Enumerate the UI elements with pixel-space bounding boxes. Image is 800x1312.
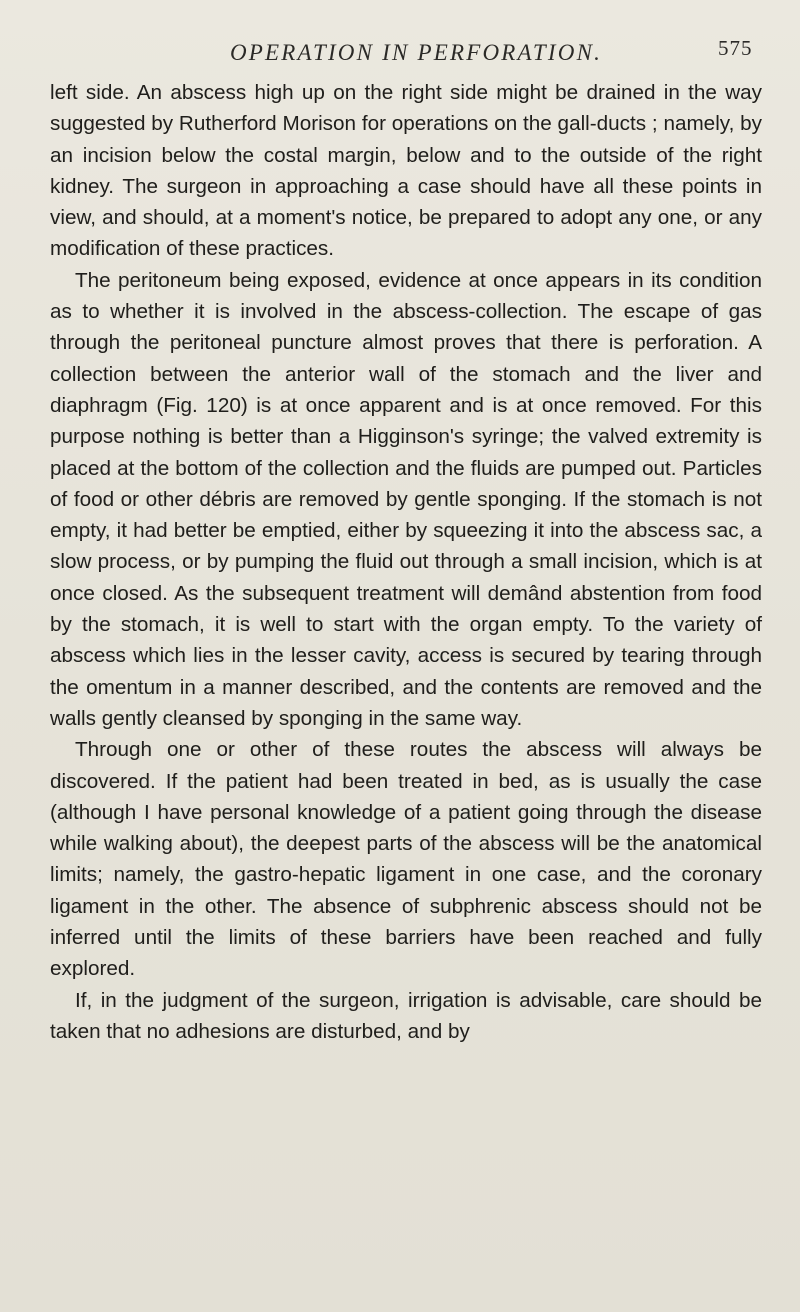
running-title: OPERATION IN PERFORATION. <box>230 40 603 65</box>
body-text <box>50 77 762 1047</box>
page-number: 575 <box>718 36 753 60</box>
paragraph-irrigation: If, in the judgment of the surgeon, irrigation is advisable, care should be taken that no adhesions are disturbed, and by <box>50 988 762 1043</box>
running-head <box>0 36 800 76</box>
paragraph-continuation: left side. An abscess high up on the right side might be drained in the way suggested by Rutherford Morison for operations on the gall-ducts ; namely, by an incision below the costal margin, below and to the outside of the right kidney. The surgeon in approaching a case should have all these points in view, and should, at a moment's notice, be prepared to adopt any one, or any modification of these practices. <box>50 81 762 261</box>
paragraph-peritoneum: The peritoneum being exposed, evidence at once appears in its condition as to whether it is involved in the abscess-collection. The escape of gas through the peritoneal puncture almost proves that there is perforation. A collection between the anterior wall of the stomach and the liver and diaphragm (Fig. 120) is at once apparent and is at once removed. For this purpose nothing is better than a Higginson's syringe; the valved extremity is placed at the bottom of the collection and the fluids are pumped out. Particles of food or other débris are removed by gentle sponging. If the stomach is not empty, it had better be emptied, either by squeezing it into the abscess sac, a slow process, or by pumping the fluid out through a small incision, which is at once closed. As the subsequent treatment will demând abstention from food by the stomach, it is well to start with the organ empty. To the variety of abscess which lies in the lesser cavity, access is secured by tearing through the omentum in a manner described, and the contents are removed and the walls gently cleansed by sponging in the same way. <box>50 268 762 730</box>
paragraph-routes: Through one or other of these routes the abscess will always be discovered. If the patient had been treated in bed, as is usually the case (although I have personal knowledge of a patient going through the disease while walking about), the deepest parts of the abscess will be the anatomical limits; namely, the gastro-hepatic ligament in one case, and the coronary ligament in the other. The absence of subphrenic abscess should not be inferred until the limits of these barriers have been reached and fully explored. <box>50 738 762 981</box>
